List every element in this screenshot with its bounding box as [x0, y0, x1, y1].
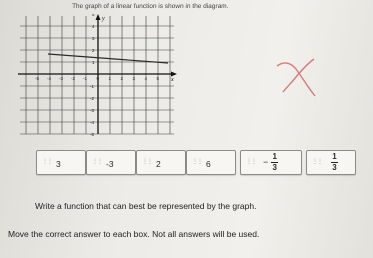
x-tick-label: 3	[132, 76, 136, 81]
x-tick-label: 1	[108, 76, 112, 81]
answer-tile-one-third[interactable]	[306, 150, 356, 175]
y-tick-label: 1	[92, 60, 95, 65]
answer-tile-neg-3[interactable]	[86, 150, 136, 175]
x-axis-arrow	[171, 72, 177, 77]
answer-tile-2[interactable]	[136, 150, 186, 175]
x-tick-label: -5	[35, 76, 40, 81]
x-tick-label: 5	[156, 76, 160, 81]
y-axis-label: y	[102, 16, 105, 22]
minus-sign: −	[263, 157, 269, 167]
grid-lines	[20, 16, 174, 134]
y-tick-labels	[90, 14, 95, 136]
drag-handle-icon: ⋮⋮	[312, 159, 322, 165]
x-axis-label: x	[171, 77, 174, 83]
fraction	[331, 152, 338, 173]
answer-tile-label: 6	[206, 159, 211, 169]
x-tick-label: 4	[144, 76, 148, 81]
y-tick-label: -3	[90, 108, 95, 113]
answer-tile-3[interactable]	[36, 150, 86, 175]
y-tick-label: -2	[90, 96, 95, 101]
handwritten-x-mark	[274, 56, 318, 103]
fraction-denominator: 3	[272, 163, 277, 172]
x-tick-label: -3	[59, 76, 64, 81]
answer-tile-label: -3	[106, 159, 114, 169]
task-instruction: Write a function that can best be represented by the graph.	[35, 201, 257, 211]
drag-handle-icon: ⋮⋮	[246, 159, 256, 165]
y-tick-label: 4	[92, 24, 95, 29]
answer-tile-neg-one-third[interactable]	[240, 150, 302, 175]
y-tick-label: 5	[92, 14, 95, 17]
answer-tile-6[interactable]	[186, 150, 236, 175]
answer-tile-label: 2	[156, 159, 161, 169]
fraction	[263, 152, 278, 173]
function-line	[48, 54, 168, 63]
y-tick-label: -1	[90, 84, 95, 89]
coordinate-graph	[18, 14, 178, 141]
y-tick-label: 3	[92, 36, 95, 41]
fraction-numerator: 1	[332, 152, 337, 161]
graph-svg	[18, 14, 178, 136]
drag-handle-icon: ⋮⋮	[192, 159, 202, 165]
move-instruction: Move the correct answer to each box. Not all answers will be used.	[8, 229, 260, 239]
question-text: The graph of a linear function is shown in the diagram.	[71, 3, 229, 10]
x-tick-label: 2	[120, 76, 124, 81]
y-tick-label: -5	[90, 132, 95, 136]
x-tick-label: -2	[71, 76, 76, 81]
x-tick-labels	[35, 76, 160, 81]
x-tick-label: -1	[83, 76, 88, 81]
scribble-icon	[274, 56, 318, 98]
drag-handle-icon: ⋮⋮	[92, 159, 102, 165]
x-tick-label: 0	[96, 76, 100, 81]
y-tick-label: -4	[90, 120, 95, 125]
y-tick-label: 2	[92, 48, 95, 53]
answer-tiles	[0, 150, 373, 180]
answer-tile-label: 3	[56, 159, 61, 169]
y-axis-arrow	[96, 14, 101, 20]
fraction-numerator: 1	[272, 152, 277, 161]
drag-handle-icon: ⋮⋮	[42, 159, 52, 165]
x-tick-label: -4	[47, 76, 52, 81]
drag-handle-icon: ⋮⋮	[142, 159, 152, 165]
fraction-denominator: 3	[332, 163, 337, 172]
